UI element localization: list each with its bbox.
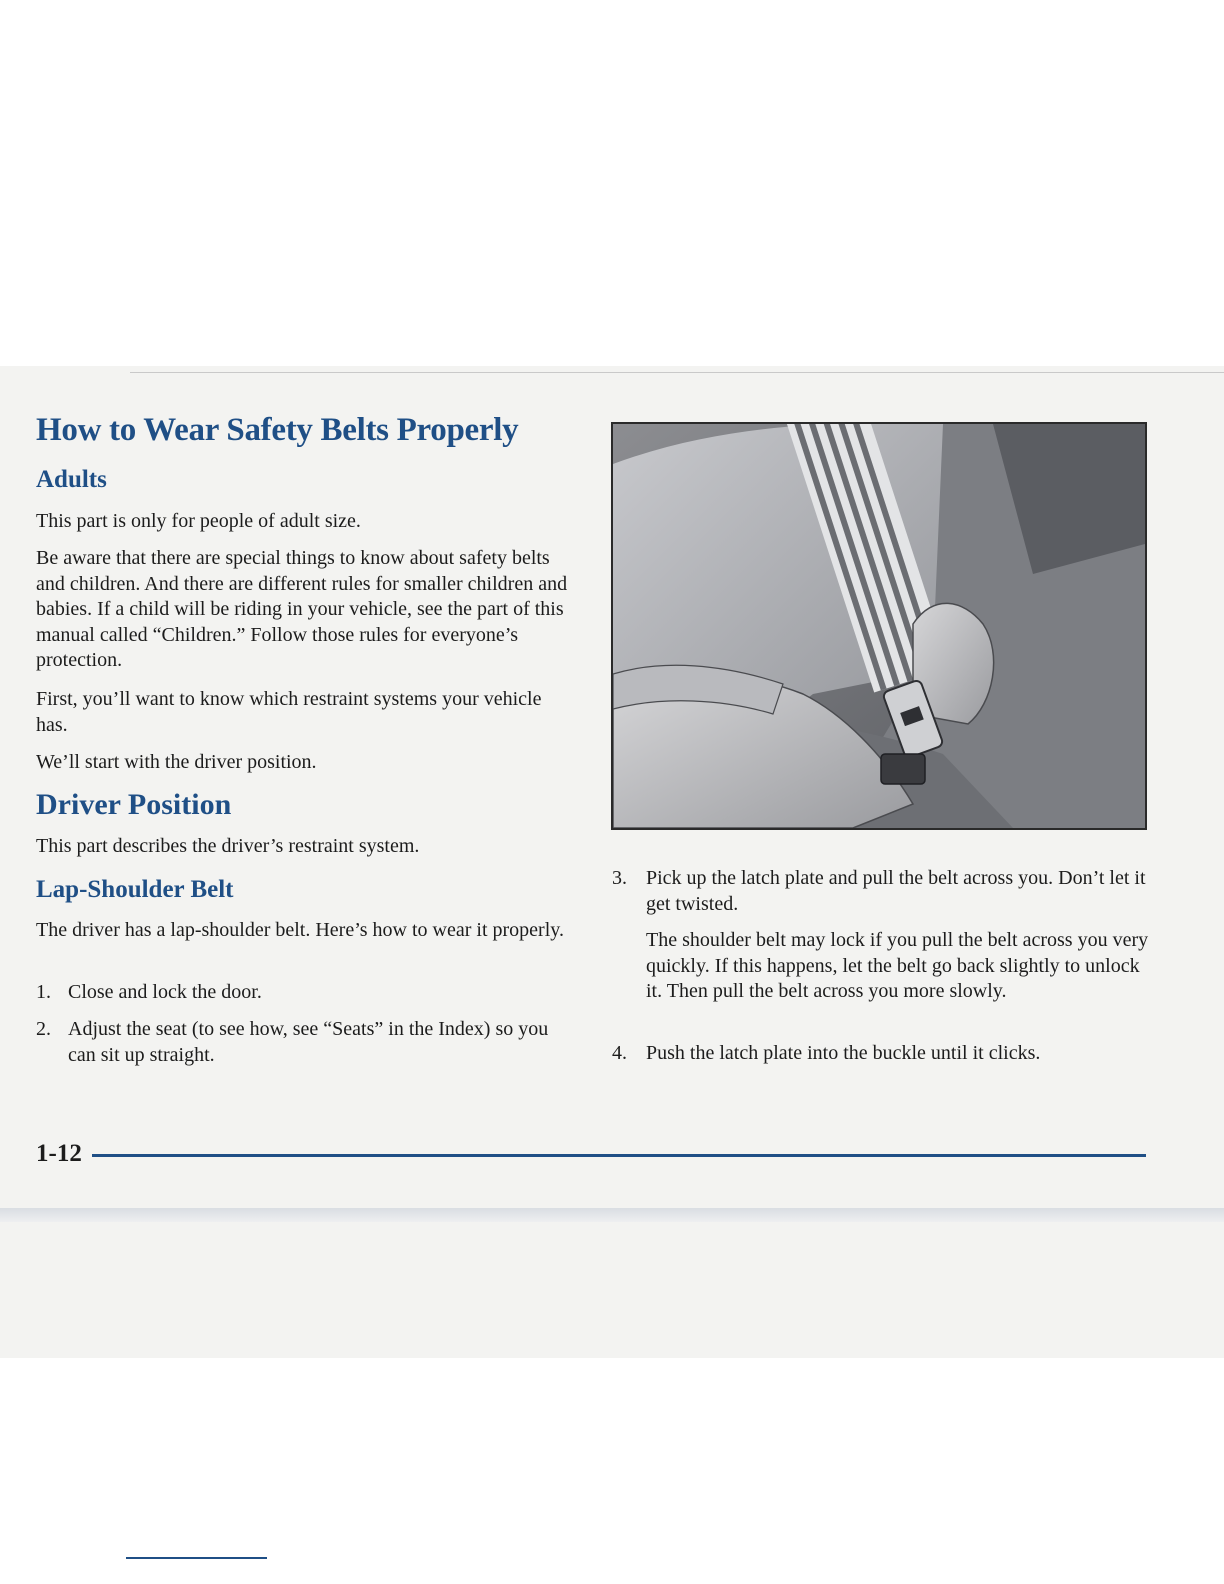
heading-driver-position: Driver Position	[36, 788, 232, 821]
heading-lap-shoulder-belt: Lap-Shoulder Belt	[36, 876, 234, 903]
driver-position-paragraph: This part describes the driver’s restraint system.	[36, 835, 420, 857]
footer-rule	[92, 1154, 1146, 1157]
step-number: 3.	[612, 867, 627, 889]
step-number: 4.	[612, 1042, 627, 1064]
list-item	[36, 1017, 576, 1069]
heading-adults: Adults	[36, 466, 107, 493]
step-text: Pick up the latch plate and pull the belt across you. Don’t let it get twisted.	[646, 867, 1146, 915]
bottom-rule	[126, 1557, 267, 1559]
adults-paragraph-2: Be aware that there are special things to know about safety belts and children. And there are different rules for smaller children and babies. If a child will be riding in your vehicle, see the part of this manual called “Children.” Follow those rules for everyone’s protection.	[36, 547, 568, 671]
list-item	[36, 980, 576, 1006]
band-bottom-edge	[0, 1208, 1224, 1222]
page-number: 1-12	[36, 1140, 82, 1167]
list-item	[612, 1041, 1152, 1067]
step-text: Adjust the seat (to see how, see “Seats” in the Index) so you can sit up straight.	[68, 1018, 549, 1066]
step-number: 1.	[36, 981, 51, 1003]
lap-shoulder-intro: The driver has a lap-shoulder belt. Here’s how to wear it properly.	[36, 919, 564, 941]
adults-paragraph-1: This part is only for people of adult size.	[36, 510, 361, 532]
step-text: Push the latch plate into the buckle until it clicks.	[646, 1042, 1041, 1064]
list-item	[612, 866, 1152, 918]
illustration-drawing	[613, 424, 1145, 828]
page-title: How to Wear Safety Belts Properly	[36, 412, 519, 448]
step-3-note: The shoulder belt may lock if you pull the belt across you very quickly. If this happens, let the belt go back slightly to unlock it. Then pull the belt across you more slowly.	[646, 929, 1149, 1002]
latch-plate-illustration	[611, 422, 1147, 830]
step-text: Close and lock the door.	[68, 981, 262, 1003]
step-number: 2.	[36, 1018, 51, 1040]
adults-paragraph-4: We’ll start with the driver position.	[36, 751, 317, 773]
adults-paragraph-3: First, you’ll want to know which restraint systems your vehicle has.	[36, 688, 542, 736]
band-top-divider	[130, 372, 1224, 373]
